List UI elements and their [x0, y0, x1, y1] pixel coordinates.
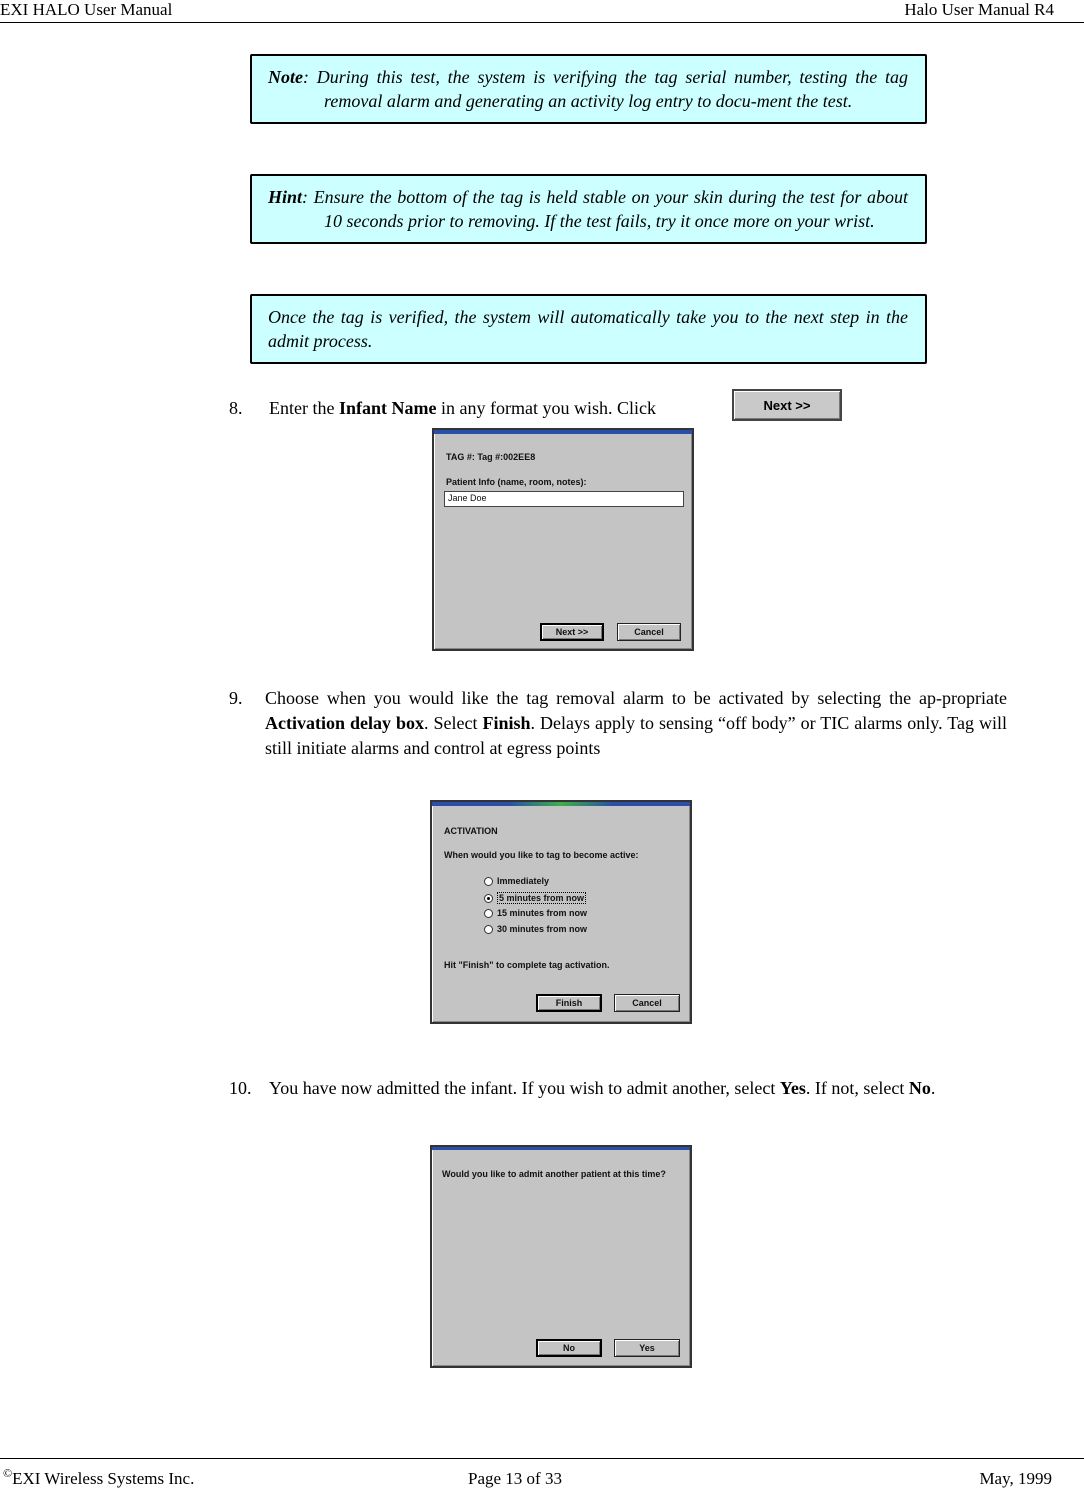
step10-yes: Yes: [779, 1078, 806, 1098]
note-callout: [250, 54, 927, 124]
radio-15-minutes[interactable]: [484, 908, 587, 918]
copyright-icon: ©: [3, 1466, 13, 1480]
step10-text-mid: . If not, select: [805, 1078, 909, 1098]
step8-text-pre: Enter the: [269, 398, 339, 418]
footer-date: May, 1999: [979, 1469, 1052, 1488]
page-header: [0, 0, 1084, 23]
tag-id-label: TAG #: Tag #:002EE8: [446, 452, 536, 462]
cancel-button[interactable]: Cancel: [617, 623, 681, 641]
radio-5-minutes[interactable]: [484, 892, 586, 904]
step-number: 8.: [229, 398, 243, 418]
step9-text-post: . Delays apply to sensing “off body” or TIC alarms only. Tag will still initiate alarms and control at egress points: [265, 713, 1007, 758]
header-manual-title: EXI HALO User Manual: [0, 0, 173, 19]
step-number: 10.: [229, 1078, 252, 1098]
step10-text-post: .: [930, 1078, 936, 1098]
radio-label: 5 minutes from now: [499, 893, 585, 903]
next-button-image: Next >>: [732, 389, 842, 421]
yes-button[interactable]: Yes: [614, 1339, 680, 1357]
radio-label: 30 minutes from now: [497, 924, 588, 934]
step-9: [229, 686, 1007, 761]
activation-prompt: When would you like to tag to become active:: [444, 850, 639, 860]
radio-immediately[interactable]: [484, 876, 549, 886]
step9-activation-delay: Activation delay box: [265, 713, 424, 733]
step9-text-mid: . Select: [424, 713, 483, 733]
step9-finish: Finish: [482, 713, 531, 733]
footer-page-number: Page 13 of 33: [468, 1469, 562, 1488]
dialog-titlebar: [434, 430, 692, 434]
step8-infant-name: Infant Name: [338, 398, 437, 418]
footer-company: [3, 1466, 195, 1489]
dialog-titlebar: [432, 802, 690, 806]
activation-dialog: [430, 800, 692, 1024]
hint-text: : Ensure the bottom of the tag is held stable on your skin during the test for about 10 seconds prior to removing. If the test fails, try it once more on your wrist.: [302, 187, 908, 231]
radio-button-icon: [484, 909, 493, 918]
activation-hint: Hit "Finish" to complete tag activation.: [444, 960, 610, 970]
step10-no: No: [908, 1078, 931, 1098]
patient-info-label: Patient Info (name, room, notes):: [446, 477, 587, 487]
patient-info-input[interactable]: Jane Doe: [444, 491, 684, 507]
radio-label: 15 minutes from now: [497, 908, 588, 918]
dialog-titlebar: [432, 1147, 690, 1150]
step9-text-pre: Choose when you would like the tag removal alarm to be activated by selecting the ap-propriate: [265, 688, 1007, 708]
footer-company-name: EXI Wireless Systems Inc.: [12, 1469, 195, 1488]
finish-button[interactable]: Finish: [536, 994, 602, 1012]
cancel-button[interactable]: Cancel: [614, 994, 680, 1012]
note-text: : During this test, the system is verifying the tag serial number, testing the tag removal alarm and generating an activity log entry to docu-ment the test.: [303, 67, 908, 111]
header-manual-version: Halo User Manual R4: [904, 0, 1054, 19]
no-button[interactable]: No: [536, 1339, 602, 1357]
hint-label: Hint: [268, 187, 303, 207]
verified-text: Once the tag is verified, the system will automatically take you to the next step in the admit process.: [268, 307, 908, 351]
verified-callout: [250, 294, 927, 364]
step8-text-post: in any format you wish. Click: [436, 398, 656, 418]
radio-30-minutes[interactable]: [484, 924, 587, 934]
next-button[interactable]: Next >>: [540, 623, 604, 641]
hint-callout: [250, 174, 927, 244]
activation-heading: ACTIVATION: [444, 826, 498, 836]
step-8: [229, 396, 729, 421]
step-10: [229, 1076, 1007, 1101]
radio-button-icon: [484, 925, 493, 934]
page-footer: [0, 1458, 1084, 1495]
patient-info-dialog: [432, 428, 694, 651]
note-label: Note: [268, 67, 303, 87]
radio-button-icon: [484, 877, 493, 886]
radio-label: Immediately: [497, 876, 550, 886]
admit-another-prompt: Would you like to admit another patient at this time?: [442, 1169, 666, 1179]
step10-text-pre: You have now admitted the infant. If you wish to admit another, select: [269, 1078, 780, 1098]
radio-button-selected-icon: [484, 894, 493, 903]
step-number: 9.: [229, 688, 243, 708]
admit-another-dialog: [430, 1145, 692, 1368]
